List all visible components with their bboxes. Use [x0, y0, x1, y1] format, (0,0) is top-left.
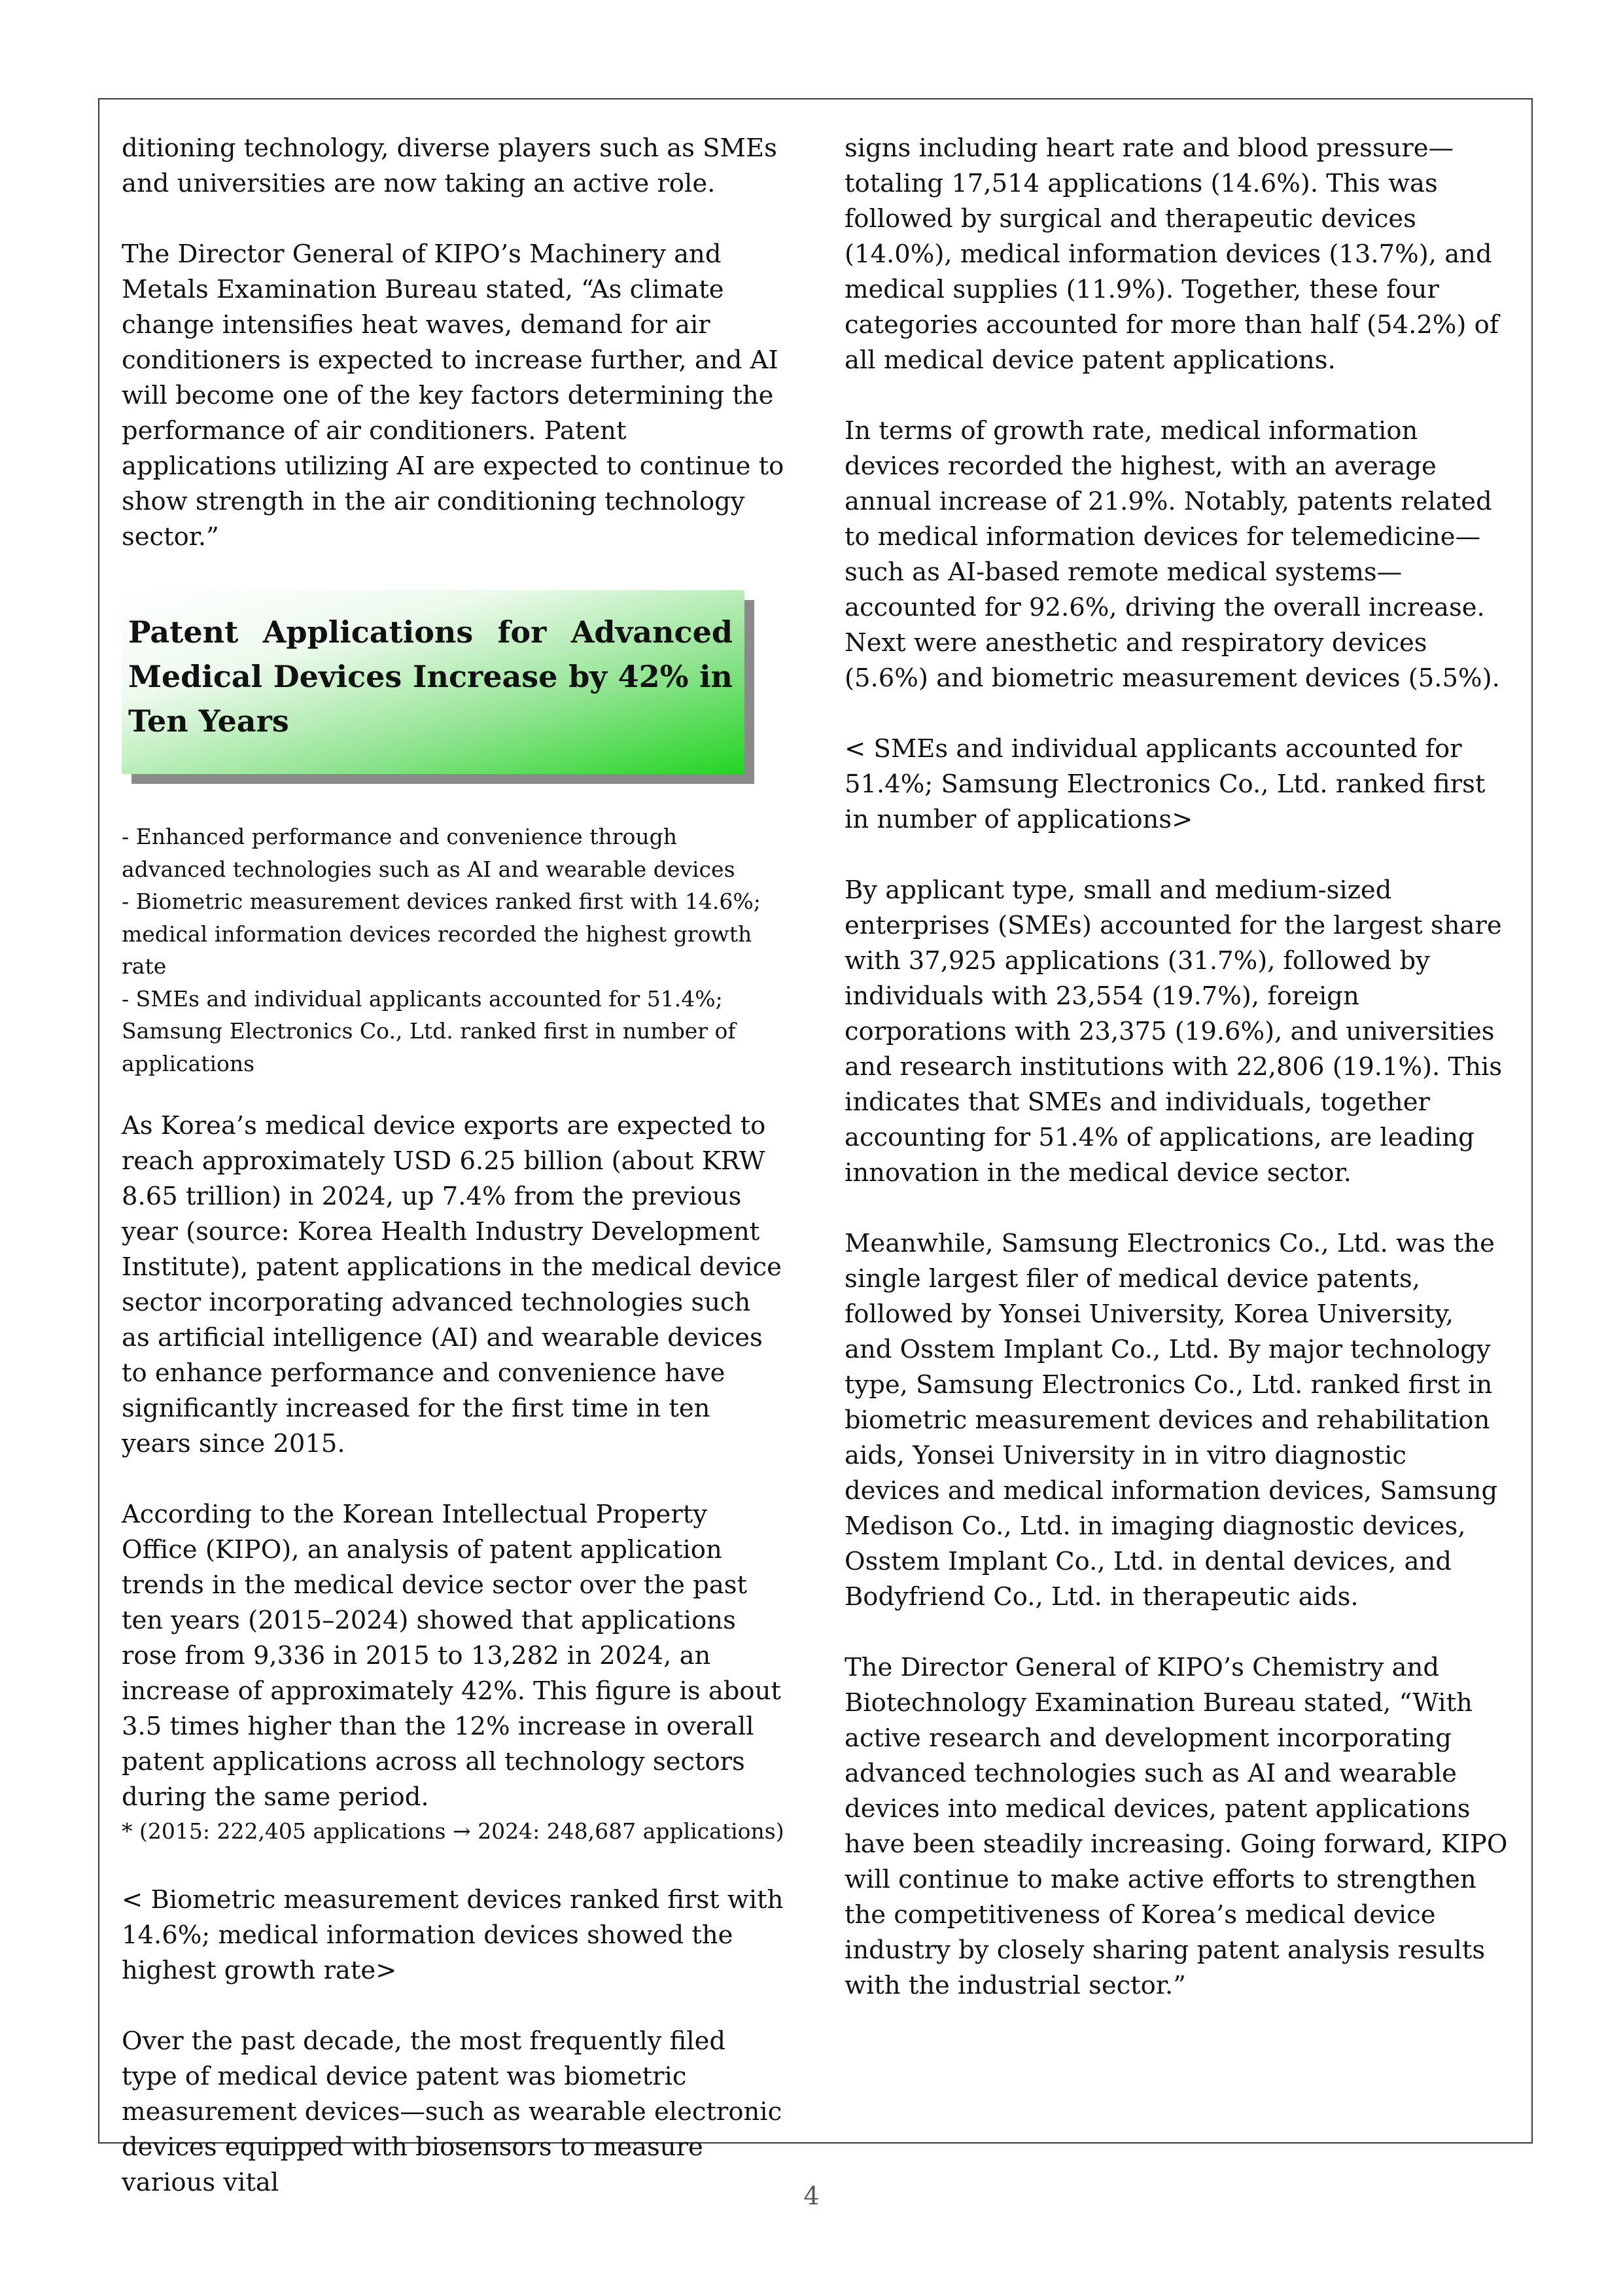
- paragraph: The Director General of KIPO’s Chemistry and Biotechnology Examination Bureau stated, “With active research and development incorporating advanced technologies such as AI and wearable devices into medical devices, patent applications have been steadily increasing. Going forward, KIPO will continue to make active efforts to strengthen the competitiveness of Korea’s medical device industry by closely sharing patent analysis results with the industrial sector.”: [845, 1653, 1508, 2000]
- callout-box: [122, 590, 744, 774]
- paragraph: Over the past decade, the most frequently filed type of medical device patent was biometric measurement devices—such as wearable electronic devices equipped with biosensors to measure various vital: [122, 2026, 782, 2197]
- bullet-item: - Biometric measurement devices ranked first with 14.6%; medical information devices recorded the highest growth rate: [122, 889, 761, 979]
- paragraph: [122, 1497, 786, 1847]
- paragraph: As Korea’s medical device exports are expected to reach approximately USD 6.25 billion (about KRW 8.65 trillion) in 2024, up 7.4% from the previous year (source: Korea Health Industry Development Institute), patent applications in the medical device sector incorporating advanced technologies such as artificial intelligence (AI) and wearable devices to enhance performance and convenience have significantly increased for the first time in ten years since 2015.: [122, 1111, 782, 1458]
- paragraph: By applicant type, small and medium-sized enterprises (SMEs) accounted for the largest share with 37,925 applications (31.7%), followed by individuals with 23,554 (19.7%), foreign corporations with 23,375 (19.6%), and universities and research institutions with 22,806 (19.1%). This indicates that SMEs and individuals, together accounting for 51.4% of applications, are leading innovation in the medical device sector.: [845, 875, 1503, 1188]
- page-number: 4: [803, 2181, 820, 2210]
- paragraph: In terms of growth rate, medical information devices recorded the highest, with an average annual increase of 21.9%. Notably, patents related to medical information devices for telemedicine—such as AI-based remote medical systems—accounted for 92.6%, driving the overall increase. Next were anesthetic and respiratory devices (5.6%) and biometric measurement devices (5.5%).: [845, 416, 1500, 693]
- paragraph: ditioning technology, diverse players such as SMEs and universities are now taking an active role.: [122, 133, 777, 198]
- section-subhead: < SMEs and individual applicants accounted for 51.4%; Samsung Electronics Co., Ltd. ranked first in number of applications>: [845, 734, 1486, 834]
- paragraph: The Director General of KIPO’s Machinery and Metals Examination Bureau stated, “As climate change intensifies heat waves, demand for air conditioners is expected to increase further, and AI will become one of the key factors determining the performance of air conditioners. Patent applications utilizing AI are expected to continue to show strength in the air conditioning technology sector.”: [122, 239, 784, 552]
- bullet-item: - Enhanced performance and convenience through advanced technologies such as AI and wearable devices: [122, 824, 735, 882]
- right-column: [845, 131, 1509, 2039]
- paragraph: signs including heart rate and blood pressure—totaling 17,514 applications (14.6%). This was followed by surgical and therapeutic devices (14.0%), medical information devices (13.7%), and medical supplies (11.9%). Together, these four categories accounted for more than half (54.2%) of all medical device patent applications.: [845, 133, 1499, 375]
- paragraph: Meanwhile, Samsung Electronics Co., Ltd. was the single largest filer of medical device patents, followed by Yonsei University, Korea University, and Osstem Implant Co., Ltd. By major technology type, Samsung Electronics Co., Ltd. ranked first in biometric measurement devices and rehabilitation aids, Yonsei University in in vitro diagnostic devices and medical information devices, Samsung Medison Co., Ltd. in imaging diagnostic devices, Osstem Implant Co., Ltd. in dental devices, and Bodyfriend Co., Ltd. in therapeutic aids.: [845, 1229, 1498, 1612]
- left-column: [122, 131, 786, 2236]
- footnote: * (2015: 222,405 applications → 2024: 248,687 applications): [122, 1818, 784, 1844]
- section-subhead: < Biometric measurement devices ranked first with 14.6%; medical information devices showed the highest growth rate>: [122, 1885, 784, 1985]
- bullet-item: - SMEs and individual applicants accounted for 51.4%; Samsung Electronics Co., Ltd. ranked first in number of applications: [122, 985, 736, 1076]
- paragraph-text: According to the Korean Intellectual Property Office (KIPO), an analysis of patent application trends in the medical device sector over the past ten years (2015–2024) showed that applications rose from 9,336 in 2015 to 13,282 in 2024, an increase of approximately 42%. This figure is about 3.5 times higher than the 12% increase in overall patent applications across all technology sectors during the same period.: [122, 1500, 781, 1812]
- headline-callout: [122, 590, 754, 784]
- summary-bullets: [122, 821, 786, 1080]
- article-headline: Patent Applications for Advanced Medical Devices Increase by 42% in Ten Years: [128, 614, 733, 739]
